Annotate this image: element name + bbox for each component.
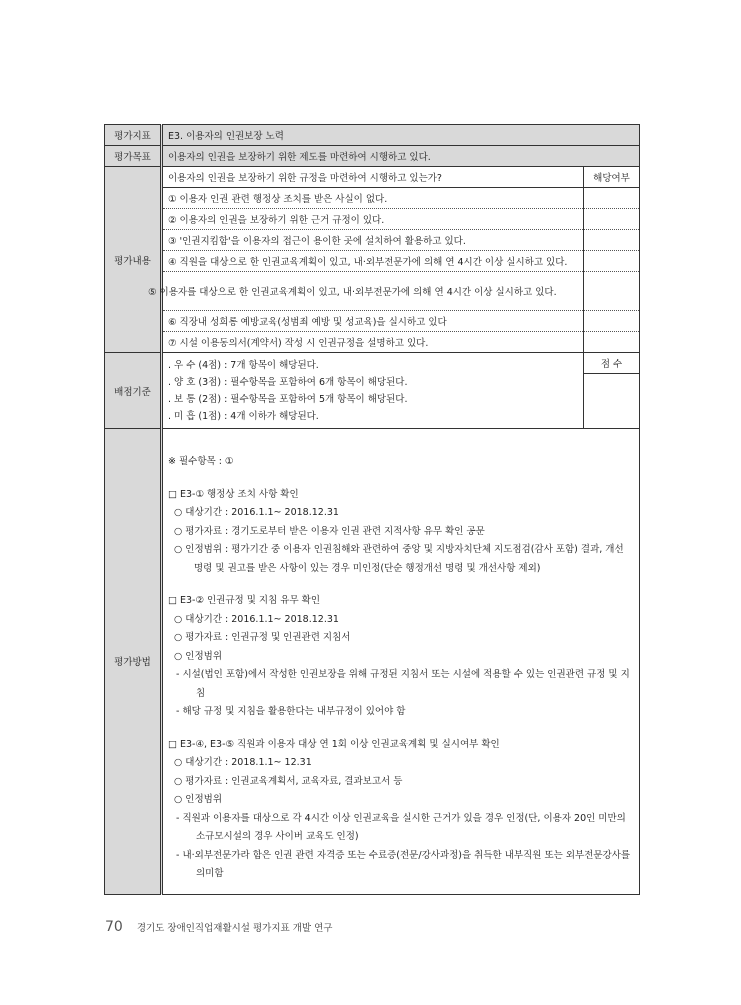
page-number: 70	[105, 919, 123, 935]
material-line: ○ 평가자료 : 경기도로부터 받은 이용자 인권 관련 지적사항 유무 확인 공문	[174, 525, 485, 537]
content-question: 이용자의 인권을 보장하기 위한 규정을 마련하여 시행하고 있는가?	[162, 167, 584, 188]
applicable-cell	[584, 188, 640, 209]
score-line: . 미 흡 (1점) : 4개 이하가 해당된다.	[168, 410, 319, 422]
score-line: . 우 수 (4점) : 7개 항목이 해당된다.	[168, 359, 319, 371]
score-criteria	[162, 353, 584, 429]
content-item: ⑦ 시설 이용동의서(계약서) 작성 시 인권규정을 설명하고 있다.	[162, 332, 584, 353]
score-label: 배점기준	[105, 353, 162, 429]
section-title: □ E3-② 인권규정 및 지침 유무 확인	[168, 595, 321, 606]
applicable-cell	[584, 209, 640, 230]
material-line: ○ 평가자료 : 인권교육계획서, 교육자료, 결과보고서 등	[174, 775, 403, 787]
applicable-cell	[584, 230, 640, 251]
scope-line: ○ 인정범위	[174, 794, 223, 805]
required-note: ※ 필수항목 : ①	[168, 456, 234, 467]
scope-line: ○ 인정범위	[174, 650, 223, 662]
score-cell	[584, 374, 640, 429]
footer-title: 경기도 장애인직업재활시설 평가지표 개발 연구	[136, 923, 333, 934]
scope-detail: - 직원과 이용자를 대상으로 각 4시간 이상 인권교육을 실시한 근거가 있을 경우 인정(단, 이용자 20인 미만의 소규모시설의 경우 사이버 교육도 인정)	[176, 812, 626, 842]
page-footer	[105, 919, 332, 935]
applicable-cell	[584, 251, 640, 272]
applicable-cell	[584, 311, 640, 332]
applicable-cell	[584, 332, 640, 353]
method-body	[162, 429, 640, 895]
goal-label: 평가목표	[105, 146, 162, 167]
content-item: ⑤ 이용자를 대상으로 한 인권교육계획이 있고, 내·외부전문가에 의해 연 4시간 이상 실시하고 있다.	[162, 272, 584, 311]
section-title: □ E3-① 행정상 조치 사항 확인	[168, 488, 299, 500]
content-item: ⑥ 직장내 성희롱 예방교육(성범죄 예방 및 성교육)을 실시하고 있다	[162, 311, 584, 332]
score-header: 점 수	[584, 353, 640, 374]
period-line: ○ 대상기간 : 2016.1.1~ 2018.12.31	[174, 613, 339, 625]
applicable-header: 해당여부	[584, 167, 640, 188]
period-line: ○ 대상기간 : 2016.1.1~ 2018.12.31	[174, 507, 339, 518]
evaluation-table	[104, 124, 640, 895]
scope-line: ○ 인정범위 : 평가기간 중 이용자 인권침해와 관련하여 중앙 및 지방자치단체 지도점검(감사 포함) 결과, 개선 명령 및 권고를 받은 사항이 있는 경우 미인정(단순 행정개선 명령 및 개선사항 제외)	[174, 544, 624, 574]
content-item: ④ 직원을 대상으로 한 인권교육계획이 있고, 내·외부전문가에 의해 연 4시간 이상 실시하고 있다.	[162, 251, 584, 272]
score-line: . 보 통 (2점) : 필수항목을 포함하여 5개 항목이 해당된다.	[168, 393, 408, 405]
scope-detail: - 해당 규정 및 지침을 활용한다는 내부규정이 있어야 함	[176, 706, 406, 717]
goal-value: 이용자의 인권을 보장하기 위한 제도를 마련하여 시행하고 있다.	[162, 146, 640, 167]
period-line: ○ 대상기간 : 2018.1.1~ 12.31	[174, 757, 312, 768]
method-label: 평가방법	[105, 429, 162, 895]
content-item: ② 이용자의 인권을 보장하기 위한 근거 규정이 있다.	[162, 209, 584, 230]
material-line: ○ 평가자료 : 인권규정 및 인권관련 지침서	[174, 632, 351, 643]
content-item: ③ '인권지킴함'을 이용자의 접근이 용이한 곳에 설치하여 활용하고 있다.	[162, 230, 584, 251]
section-title: □ E3-④, E3-⑤ 직원과 이용자 대상 연 1회 이상 인권교육계획 및 실시여부 확인	[168, 738, 500, 750]
content-item: ① 이용자 인권 관련 행정상 조치를 받은 사실이 없다.	[162, 188, 584, 209]
content-label: 평가내용	[105, 167, 162, 353]
score-line: . 양 호 (3점) : 필수항목을 포함하여 6개 항목이 해당된다.	[168, 376, 408, 388]
scope-detail: - 내·외부전문가라 함은 인권 관련 자격증 또는 수료증(전문/강사과정)을 취득한 내부직원 또는 외부전문강사를 의미함	[176, 849, 631, 879]
indicator-label: 평가지표	[105, 125, 162, 146]
scope-detail: - 시설(법인 포함)에서 작성한 인권보장을 위해 규정된 지침서 또는 시설에 적용할 수 있는 인권관련 규정 및 지침	[176, 669, 630, 699]
applicable-cell	[584, 272, 640, 311]
indicator-value: E3. 이용자의 인권보장 노력	[162, 125, 640, 146]
